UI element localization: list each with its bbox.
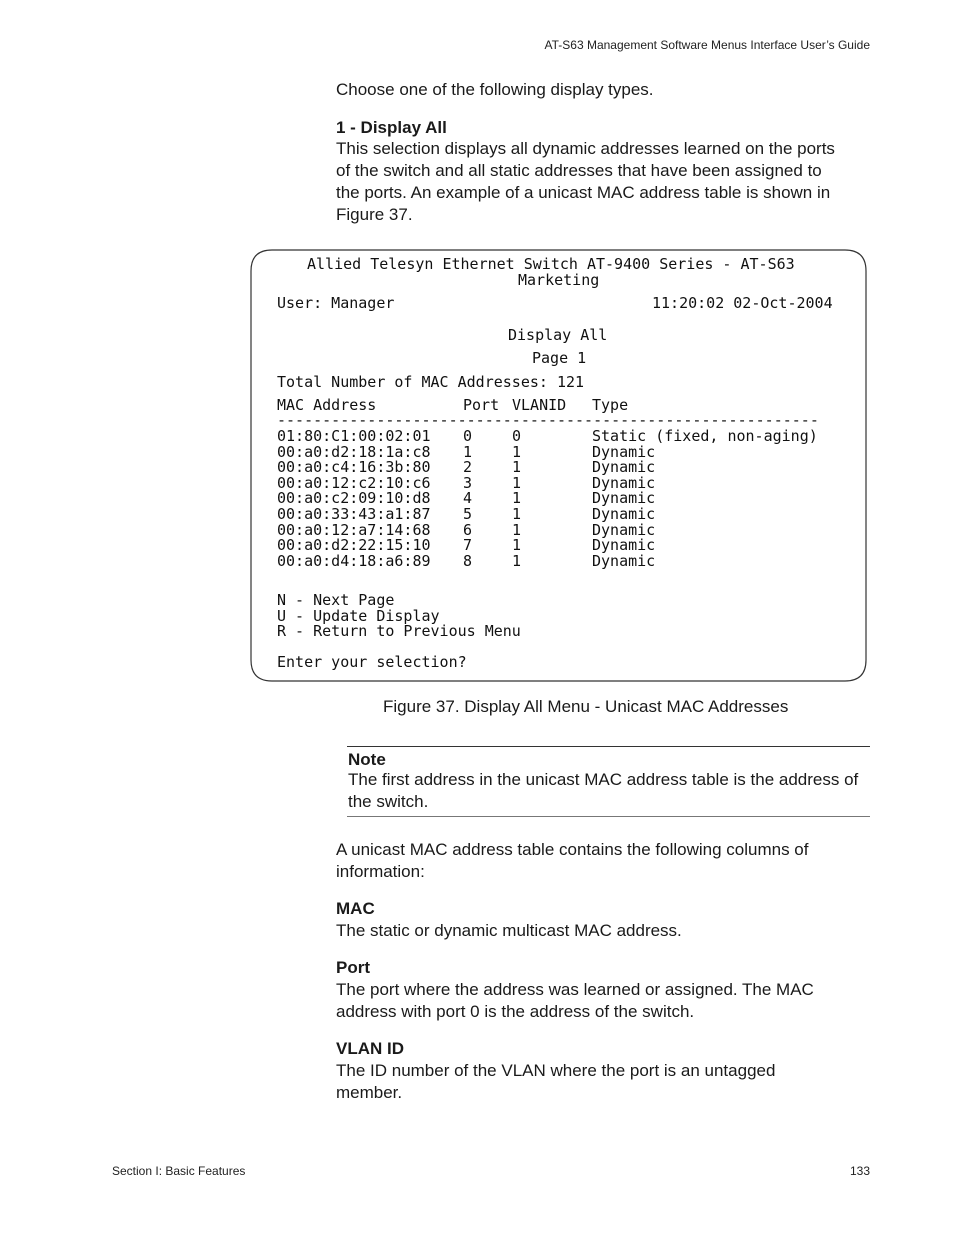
cell-type: Dynamic — [592, 473, 656, 492]
columns-intro-line: A unicast MAC address table contains the following columns of — [336, 840, 809, 859]
intro-text: Choose one of the following display types. — [336, 80, 654, 99]
display-all-heading: 1 - Display All — [336, 118, 447, 137]
option-return-menu: R - Return to Previous Menu — [277, 622, 521, 640]
terminal-user: User: Manager — [277, 294, 395, 312]
column-header-type: Type — [592, 396, 629, 414]
definition-term-port: Port — [336, 958, 370, 977]
column-header-vlanid: VLANID — [512, 396, 567, 414]
note-heading: Note — [348, 750, 386, 769]
definition-line: The ID number of the VLAN where the port is an untagged — [336, 1061, 776, 1080]
option-next-page: N - Next Page — [277, 591, 395, 609]
terminal-prompt: Enter your selection? — [277, 653, 467, 671]
definition-line: The port where the address was learned or assigned. The MAC — [336, 980, 814, 999]
cell-mac: 00:a0:c2:09:10:d8 — [277, 489, 431, 508]
definition-line: The static or dynamic multicast MAC address. — [336, 921, 682, 940]
note-line: the switch. — [348, 792, 429, 811]
note-line: The first address in the unicast MAC address table is the address of — [348, 770, 859, 789]
cell-type: Dynamic — [592, 520, 656, 539]
cell-mac: 00:a0:d2:22:15:10 — [277, 536, 431, 555]
cell-type: Dynamic — [592, 458, 656, 477]
cell-type: Dynamic — [592, 551, 656, 570]
cell-vlan: 1 — [512, 442, 522, 461]
cell-port: 4 — [463, 489, 473, 508]
terminal-separator: ------------------------------------------------------------ — [277, 411, 819, 429]
cell-port: 2 — [463, 458, 473, 477]
cell-vlan: 0 — [512, 427, 522, 445]
note-top-rule — [347, 746, 870, 747]
cell-port: 1 — [463, 442, 473, 461]
definition-text-vlan-id — [336, 1060, 775, 1104]
cell-mac: 00:a0:12:c2:10:c6 — [277, 473, 431, 492]
cell-type: Dynamic — [592, 536, 656, 555]
cell-mac: 00:a0:d2:18:1a:c8 — [277, 442, 431, 461]
paragraph-line: the ports. An example of a unicast MAC address table is shown in — [336, 183, 831, 202]
definition-text-mac — [336, 920, 682, 942]
definition-text-port — [336, 979, 814, 1023]
paragraph-line: Figure 37. — [336, 205, 413, 224]
terminal-menu-title: Display All — [508, 326, 608, 344]
definition-line: member. — [336, 1083, 403, 1102]
cell-type: Dynamic — [592, 505, 656, 523]
cell-vlan: 1 — [512, 505, 522, 523]
cell-vlan: 1 — [512, 520, 522, 539]
cell-vlan: 1 — [512, 551, 522, 570]
cell-vlan: 1 — [512, 458, 522, 477]
terminal-datetime: 11:20:02 02-Oct-2004 — [652, 294, 833, 312]
definition-line: address with port 0 is the address of the switch. — [336, 1002, 695, 1021]
cell-port: 5 — [463, 505, 473, 523]
cell-vlan: 1 — [512, 473, 522, 492]
terminal-subtitle: Marketing — [518, 271, 600, 289]
columns-intro-line: information: — [336, 862, 425, 881]
cell-mac: 00:a0:12:a7:14:68 — [277, 520, 431, 539]
cell-port: 6 — [463, 520, 473, 539]
figure-caption: Figure 37. Display All Menu - Unicast MAC Addresses — [383, 697, 789, 716]
cell-vlan: 1 — [512, 489, 522, 508]
columns-intro — [336, 839, 856, 883]
note-text — [348, 769, 870, 813]
cell-mac: 00:a0:c4:16:3b:80 — [277, 458, 431, 477]
terminal-page: Page 1 — [532, 349, 587, 367]
option-update-display: U - Update Display — [277, 607, 440, 625]
note-bottom-rule — [347, 816, 870, 817]
cell-port: 3 — [463, 473, 473, 492]
terminal-title: Allied Telesyn Ethernet Switch AT-9400 Series - AT-S63 — [307, 255, 795, 273]
column-header-mac: MAC Address — [277, 396, 377, 414]
definition-term-mac: MAC — [336, 899, 375, 918]
cell-type: Dynamic — [592, 442, 656, 461]
footer-section: Section I: Basic Features — [112, 1164, 246, 1178]
column-header-port: Port — [463, 396, 500, 414]
cell-mac: 01:80:C1:00:02:01 — [277, 427, 431, 445]
cell-type: Static (fixed, non-aging) — [592, 427, 818, 445]
paragraph-line: This selection displays all dynamic addresses learned on the ports — [336, 139, 835, 158]
footer-page-number: 133 — [849, 1164, 870, 1178]
cell-type: Dynamic — [592, 489, 656, 508]
cell-mac: 00:a0:d4:18:a6:89 — [277, 551, 431, 570]
cell-port: 8 — [463, 551, 473, 570]
terminal-total: Total Number of MAC Addresses: 121 — [277, 373, 585, 391]
definition-term-vlan-id: VLAN ID — [336, 1039, 404, 1058]
paragraph-line: of the switch and all static addresses that have been assigned to — [336, 161, 822, 180]
cell-vlan: 1 — [512, 536, 522, 555]
cell-port: 7 — [463, 536, 473, 555]
cell-mac: 00:a0:33:43:a1:87 — [277, 505, 431, 523]
cell-port: 0 — [463, 427, 473, 445]
running-header: AT-S63 Management Software Menus Interface User’s Guide — [544, 38, 870, 52]
